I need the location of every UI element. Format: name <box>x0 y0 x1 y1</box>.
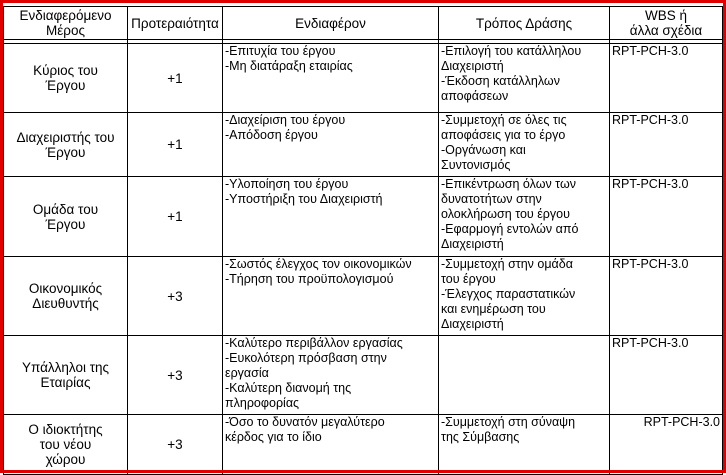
action-line: -Έλεγχος παραστατικών <box>441 287 576 301</box>
table-row <box>4 415 723 475</box>
interest-line: -Όσο το δυνατόν μεγαλύτερο <box>225 415 385 429</box>
header-row <box>4 7 723 40</box>
action-line: Διαχειριστή <box>441 59 504 73</box>
table-row <box>4 336 723 415</box>
interest-line: -Επιτυχία του έργου <box>225 44 336 58</box>
action-line: -Συμμετοχή στην ομάδα <box>441 257 573 271</box>
action-cell <box>439 415 610 475</box>
interest-cell <box>223 336 439 415</box>
stakeholder-name-line: Εταιρίας <box>40 375 91 390</box>
stakeholder-name-line: Διευθυντής <box>32 296 99 311</box>
priority-cell: +1 <box>128 177 223 257</box>
stakeholder-cell <box>4 415 128 475</box>
priority-cell: +1 <box>128 44 223 113</box>
header-stakeholder <box>4 7 128 40</box>
wbs-cell: RPT-PCH-3.0 <box>610 177 723 257</box>
wbs-cell: RPT-PCH-3.0 <box>610 113 723 177</box>
interest-cell <box>223 113 439 177</box>
action-line: Διαχειριστή <box>441 317 504 331</box>
action-cell <box>439 113 610 177</box>
header-action: Τρόπος Δράσης <box>439 7 610 40</box>
interest-line: -Διαχείριση του έργου <box>225 113 346 127</box>
table-row <box>4 177 723 257</box>
priority-cell: +3 <box>128 336 223 415</box>
interest-line: -Υποστήριξη του Διαχειριστή <box>225 192 383 206</box>
stakeholder-cell <box>4 113 128 177</box>
header-priority: Προτεραιότητα <box>128 7 223 40</box>
stakeholder-name-line: Ομάδα του <box>32 201 99 217</box>
priority-cell: +3 <box>128 415 223 475</box>
stakeholder-cell <box>4 177 128 257</box>
table-body <box>4 44 723 475</box>
wbs-cell: RPT-PCH-3.0 <box>610 336 723 415</box>
action-cell <box>439 177 610 257</box>
action-line: του έργου <box>441 272 496 286</box>
action-line: Διαχειριστή <box>441 237 504 251</box>
interest-cell <box>223 415 439 475</box>
action-line: δυνατοτήτων στην <box>441 192 542 206</box>
stakeholder-cell <box>4 44 128 113</box>
stakeholder-name-line: χώρου <box>45 452 86 467</box>
action-cell <box>439 257 610 336</box>
action-line: αποφάσεων <box>441 89 509 103</box>
action-line: Συντονισμός <box>441 158 511 172</box>
stakeholder-cell <box>4 257 128 336</box>
interest-line: -Μη διατάραξη εταιρίας <box>225 59 353 73</box>
header-interest: Ενδιαφέρον <box>223 7 439 40</box>
stakeholder-name-line: Ο ιδιοκτήτης <box>28 422 103 437</box>
interest-line: εργασία <box>225 366 269 380</box>
interest-line: -Τήρηση του προϋπολογισμού <box>225 272 394 286</box>
wbs-cell: RPT-PCH-3.0 <box>610 257 723 336</box>
stakeholder-cell <box>4 336 128 415</box>
interest-line: -Καλύτερο περιβάλλον εργασίας <box>225 336 403 350</box>
header-wbs-line: WBS ή <box>644 8 687 23</box>
action-cell <box>439 336 610 415</box>
action-line: -Συμμετοχή στη σύναψη <box>441 415 576 429</box>
stakeholder-name-line: Διαχειριστής του <box>16 129 115 145</box>
header-wbs <box>610 7 723 40</box>
interest-cell <box>223 257 439 336</box>
action-line: ολοκλήρωση του έργου <box>441 207 570 221</box>
interest-cell <box>223 44 439 113</box>
priority-cell: +3 <box>128 257 223 336</box>
stakeholder-name-line: Οικονομικός <box>28 281 103 296</box>
interest-line: πληροφορίας <box>225 396 300 410</box>
stakeholder-name-line: του νέου <box>39 437 92 452</box>
stakeholder-name-line: Έργου <box>45 144 86 160</box>
action-line: της Σύμβασης <box>441 430 520 444</box>
table-row <box>4 44 723 113</box>
action-line: -Έκδοση κατάλληλων <box>441 74 560 88</box>
interest-line: -Καλύτερη διανομή της <box>225 381 352 395</box>
header-stakeholder-line: Ενδιαφερόμενο <box>19 8 112 23</box>
header-stakeholder-line: Μέρος <box>46 23 85 38</box>
interest-line: -Σωστός έλεγχος τον οικονομικών <box>225 257 412 271</box>
interest-cell <box>223 177 439 257</box>
stakeholder-name-line: Έργου <box>45 216 86 232</box>
table-row <box>4 113 723 177</box>
action-line: -Συμμετοχή σε όλες τις <box>441 113 567 127</box>
interest-line: κέρδος για το ίδιο <box>225 430 322 444</box>
interest-line: -Απόδοση έργου <box>225 128 318 142</box>
interest-line: -Υλοποίηση του έργου <box>225 177 349 191</box>
wbs-cell: RPT-PCH-3.0 <box>610 415 723 475</box>
header-wbs-line: άλλα σχέδια <box>629 23 703 38</box>
interest-line: -Ευκολότερη πρόσβαση στην <box>225 351 387 365</box>
table-row <box>4 257 723 336</box>
action-line: -Οργάνωση και <box>441 143 526 157</box>
action-cell <box>439 44 610 113</box>
stakeholder-table <box>3 6 723 475</box>
action-line: -Επικέντρωση όλων των <box>441 177 576 191</box>
wbs-cell: RPT-PCH-3.0 <box>610 44 723 113</box>
action-line: και ενημέρωση του <box>441 302 546 316</box>
stakeholder-name-line: Κύριος του <box>33 63 98 78</box>
action-line: -Εφαρμογή εντολών από <box>441 222 579 236</box>
priority-cell: +1 <box>128 113 223 177</box>
stakeholder-name-line: Έργου <box>45 78 86 93</box>
stakeholder-name-line: Υπάλληλοι της <box>21 360 110 375</box>
action-line: -Επιλογή του κατάλληλου <box>441 44 582 58</box>
action-line: αποφάσεις για το έργο <box>441 128 566 142</box>
